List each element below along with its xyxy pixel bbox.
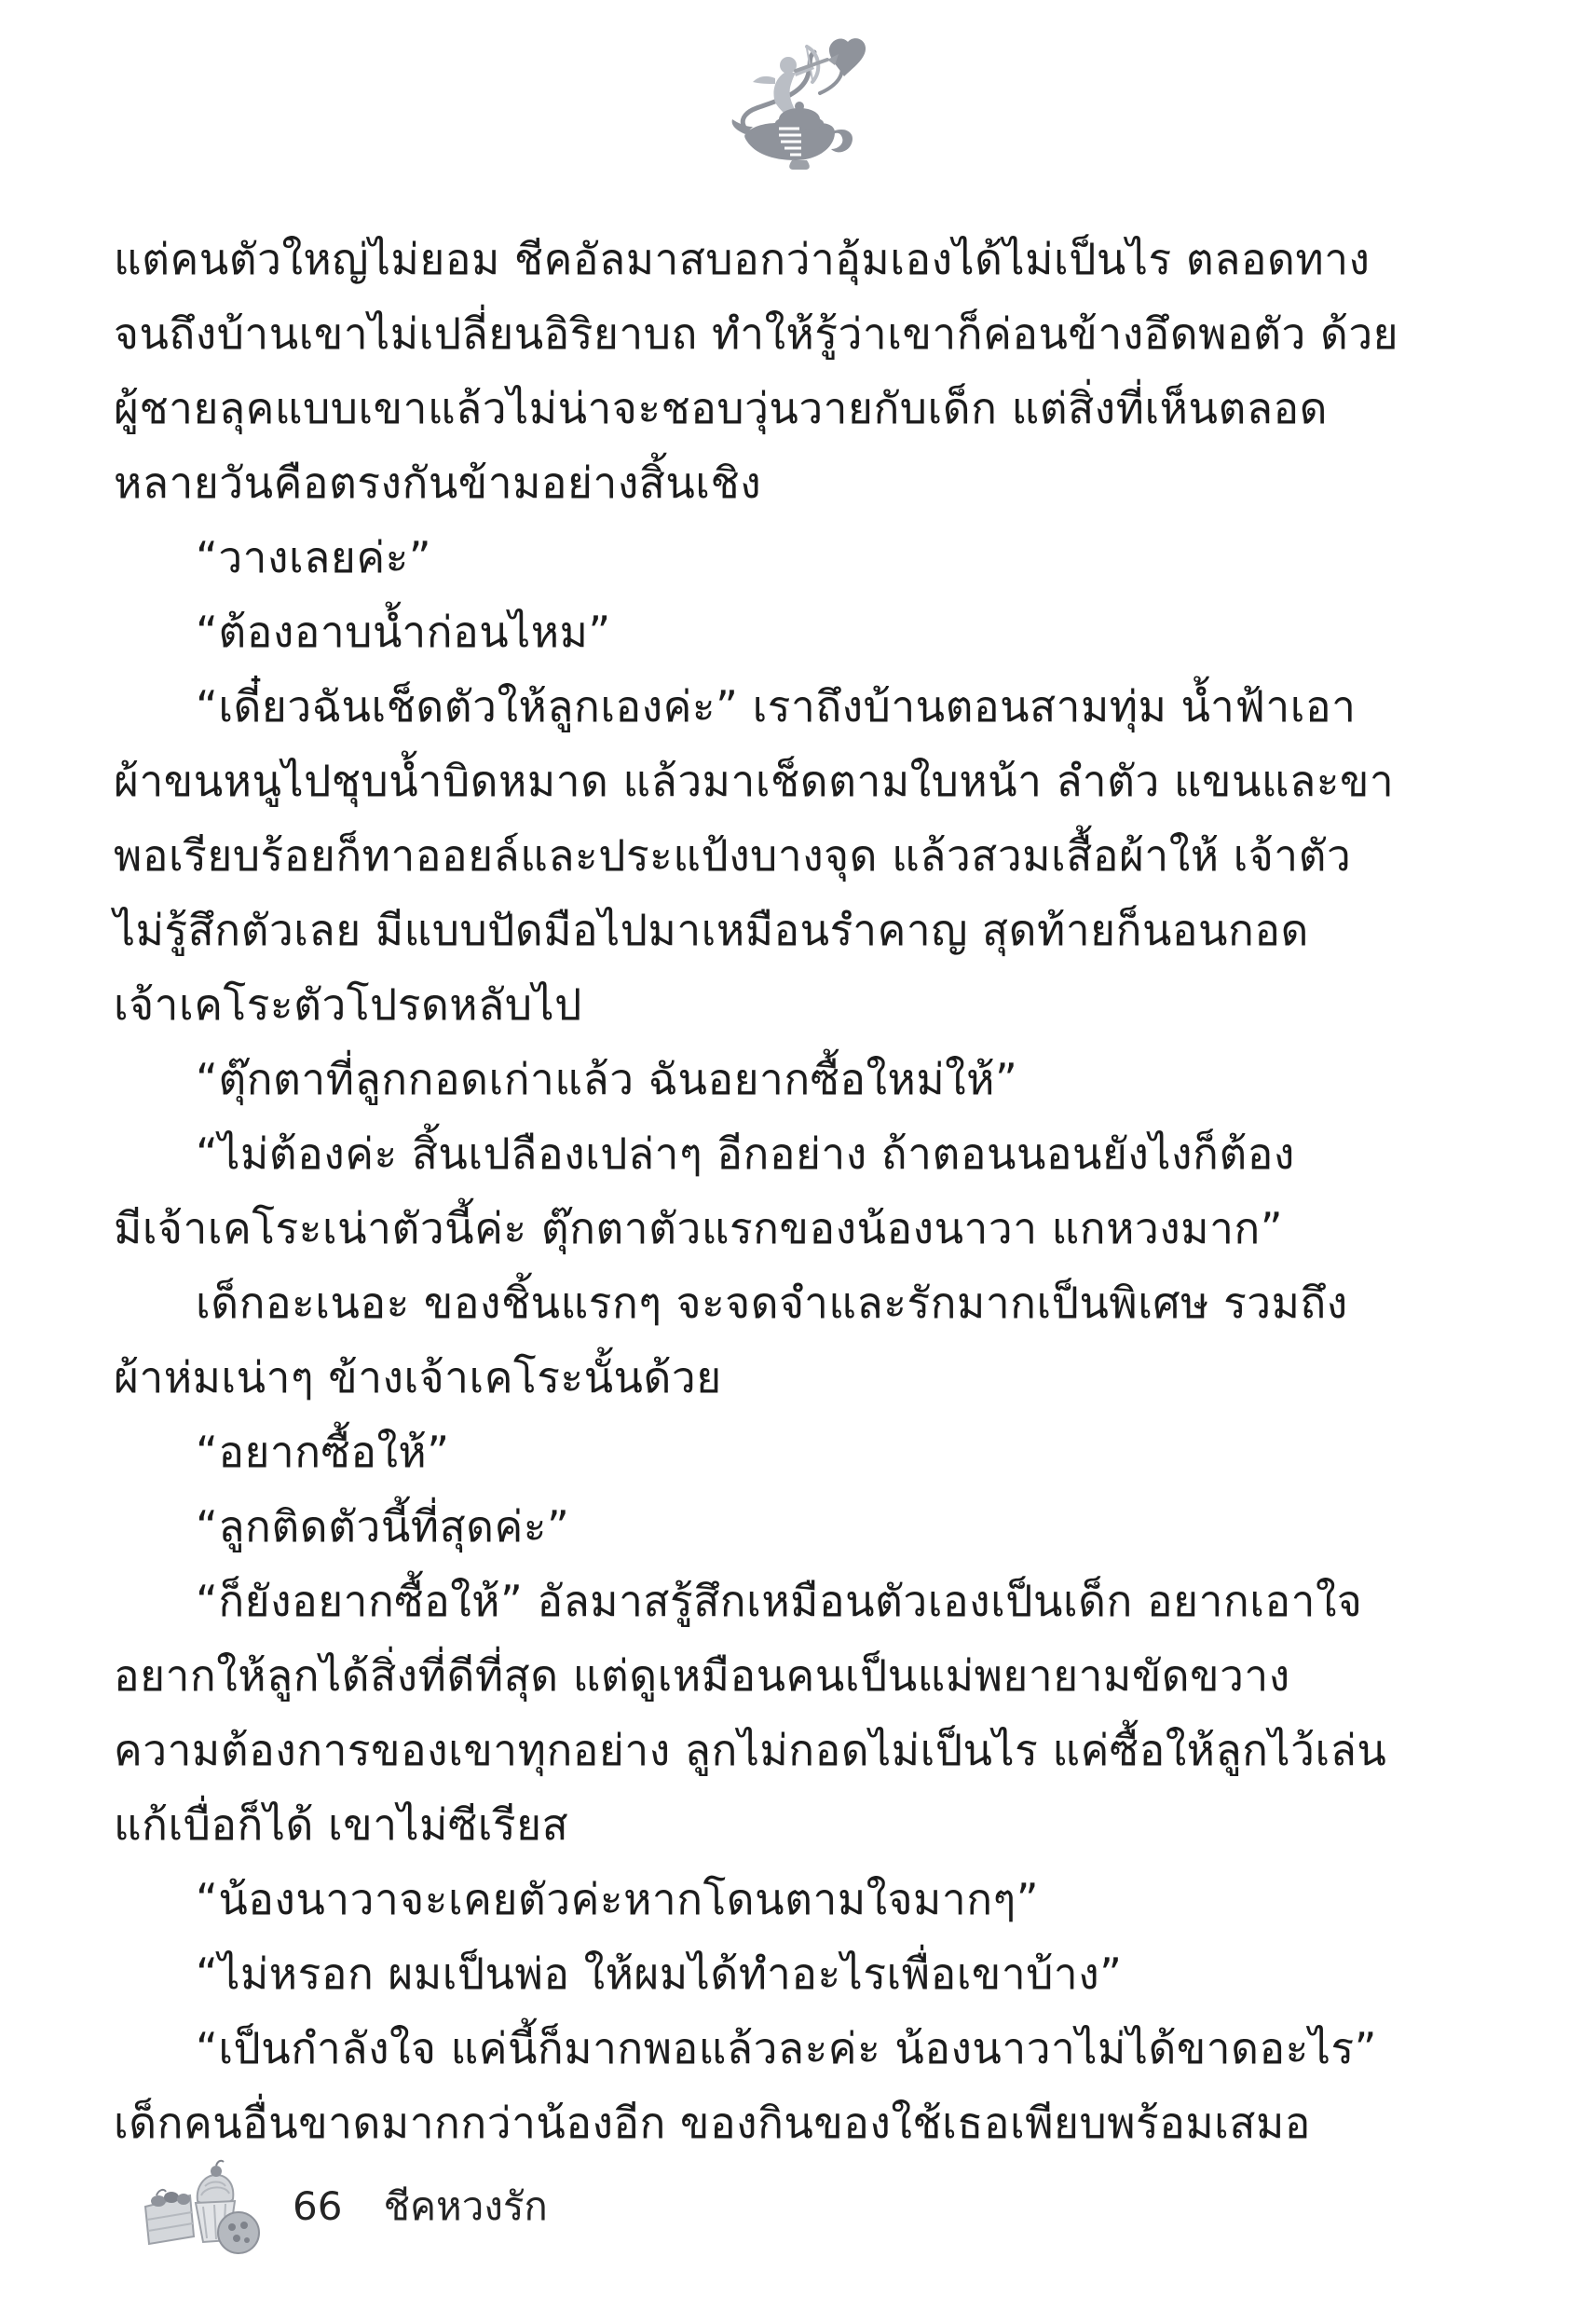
text-line: พอเรียบร้อยก็ทาออยล์และประแป้งบางจุด แล้วสวมเสื้อผ้าให้ เจ้าตัว <box>114 830 1352 881</box>
page-footer <box>140 2158 548 2255</box>
text-line: อยากให้ลูกได้สิ่งที่ดีที่สุด แต่ดูเหมือนคนเป็นแม่พยายามขัดขวาง <box>114 1650 1290 1701</box>
text-line: “ตุ๊กตาที่ลูกกอดเก่าแล้ว ฉันอยากซื้อใหม่ให้” <box>196 1054 1018 1104</box>
text-line: ผู้ชายลุคแบบเขาแล้วไม่น่าจะชอบวุ่นวายกับเด็ก แต่สิ่งที่เห็นตลอด <box>114 383 1329 433</box>
text-line: “ไม่ต้องค่ะ สิ้นเปลืองเปล่าๆ อีกอย่าง ถ้าตอนนอนยังไงก็ต้อง <box>196 1128 1295 1179</box>
text-line: ความต้องการของเขาทุกอย่าง ลูกไม่กอดไม่เป็นไร แค่ซื้อให้ลูกไว้เล่น <box>114 1725 1387 1775</box>
text-line: “อยากซื้อให้” <box>196 1427 450 1477</box>
text-line: ผ้าขนหนูไปชุบน้ำบิดหมาด แล้วมาเช็ดตามใบหน้า ลำตัว แขนและขา <box>114 756 1395 806</box>
text-line: “เดี๋ยวฉันเช็ดตัวให้ลูกเองค่ะ” เราถึงบ้านตอนสามทุ่ม น้ำฟ้าเอา <box>196 681 1357 732</box>
text-line: หลายวันคือตรงกันข้ามอย่างสิ้นเชิง <box>114 458 762 508</box>
text-line: เด็กอะเนอะ ของชิ้นแรกๆ จะจดจำและรักมากเป็นพิเศษ รวมถึง <box>196 1278 1348 1328</box>
text-line: ไม่รู้สึกตัวเลย มีแบบปัดมือไปมาเหมือนรำคาญ สุดท้ายก็นอนกอด <box>114 905 1309 955</box>
dessert-cake-cupcake-cookie-icon <box>140 2158 261 2255</box>
text-line: “ก็ยังอยากซื้อให้” อัลมาสรู้สึกเหมือนตัวเองเป็นเด็ก อยากเอาใจ <box>196 1576 1363 1626</box>
text-line: “ไม่หรอก ผมเป็นพ่อ ให้ผมได้ทำอะไรเพื่อเขาบ้าง” <box>196 1949 1123 1999</box>
page-body <box>114 222 1486 2160</box>
text-line: แก้เบื่อก็ได้ เขาไม่ซีเรียส <box>114 1799 569 1850</box>
header-ornament <box>0 30 1596 170</box>
text-line: เด็กคนอื่นขาดมากกว่าน้องอีก ของกินของใช้เธอเพียบพร้อมเสมอ <box>114 2098 1311 2148</box>
text-line: “เป็นกำลังใจ แค่นี้ก็มากพอแล้วละค่ะ น้องนาวาไม่ได้ขาดอะไร” <box>196 2023 1377 2073</box>
text-line: ผ้าห่มเน่าๆ ข้างเจ้าเคโระนั้นด้วย <box>114 1352 722 1402</box>
text-line: แต่คนตัวใหญ่ไม่ยอม ชีคอัลมาสบอกว่าอุ้มเองได้ไม่เป็นไร ตลอดทาง <box>114 234 1371 284</box>
text-line: “น้องนาวาจะเคยตัวค่ะหากโดนตามใจมากๆ” <box>196 1874 1040 1924</box>
text-line: “ต้องอาบน้ำก่อนไหม” <box>196 607 611 657</box>
page-number: 66 <box>293 2183 343 2229</box>
cupid-genie-lamp-heart-icon <box>710 30 887 170</box>
book-title: ชีคหวงรัก <box>383 2183 548 2229</box>
text-line: มีเจ้าเคโระเน่าตัวนี้ค่ะ ตุ๊กตาตัวแรกของน้องนาวา แกหวงมาก” <box>114 1203 1284 1253</box>
text-line: “วางเลยค่ะ” <box>196 532 432 582</box>
text-line: เจ้าเคโระตัวโปรดหลับไป <box>114 979 582 1030</box>
text-line: “ลูกติดตัวนี้ที่สุดค่ะ” <box>196 1501 570 1552</box>
text-line: จนถึงบ้านเขาไม่เปลี่ยนอิริยาบถ ทำให้รู้ว่าเขาก็ค่อนข้างอึดพอตัว ด้วย <box>114 308 1399 359</box>
